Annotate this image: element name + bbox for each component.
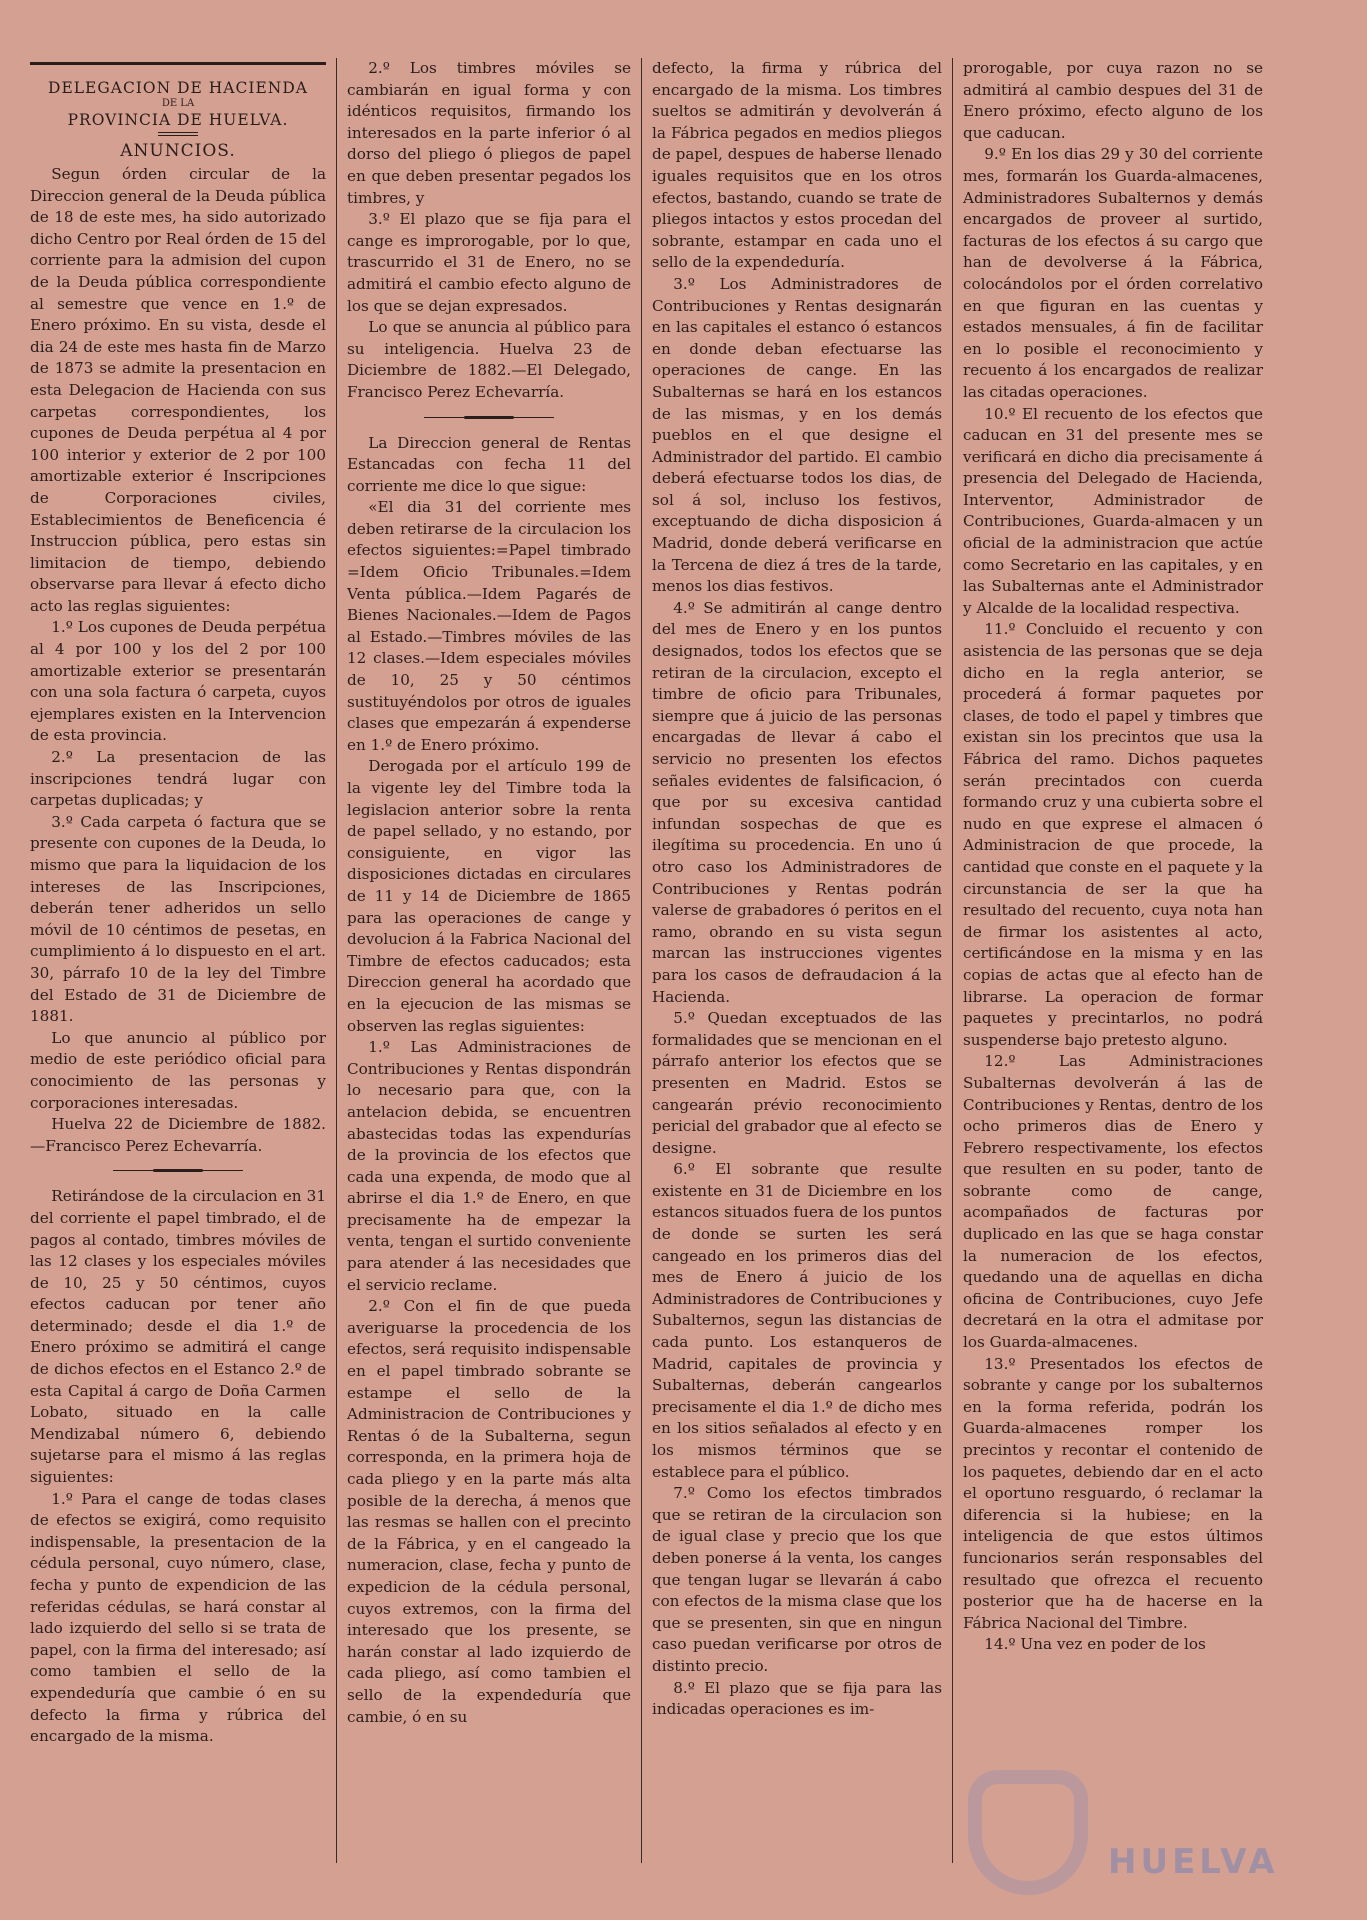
paragraph: 14.º Una vez en poder de los [984, 1635, 1206, 1654]
paragraph: 11.º Concluido el recuento y con asistencia de las personas que se deja dicho en la regla anterior, se procederá á formar paquetes por clases, de todo el papel y timbres que existan sin los precintos que usa la Fábrica del ramo. Dichos paquetes serán precintados con cuerda formando cruz y una cubierta sobre el nudo en que exprese el almacen ó Administracion de que procede, la cantidad que conste en el paquete y la circunstancia de ser la que ha resultado del recuento, cuya nota han de firmar los asistentes al acto, certificándose en la misma y en las copias de actas que al efecto han de librarse. La operacion de formar paquetes y precintarlos, no podrá suspenderse bajo pretesto alguno. [963, 620, 1263, 1049]
paragraph: 1.º Para el cange de todas clases de efectos se exigirá, como requisito indispensable, la presentacion de la cédula personal, cuyo número, clase, fecha y punto de expendicion de las referidas cédulas, se hará constar al lado izquierdo del sello si se trata de papel, con la firma del interesado; así como tambien el sello de la expendeduría que cambie ó en su defecto la firma y rúbrica del encargado de la misma. [30, 1489, 326, 1746]
section-heading: DELEGACION DE HACIENDA [48, 79, 308, 97]
archive-watermark-text: HUELVA [1108, 1842, 1279, 1882]
section-heading-connector: DE LA [161, 98, 195, 109]
announcements-heading: ANUNCIOS. [120, 141, 236, 161]
paragraph: 10.º El recuento de los efectos que caducan en 31 del presente mes se verificará en dicho dia precisamente á presencia del Delegado de Hacienda, Interventor, Administrador de Contribuciones, Guarda-almacen y un oficial de la administracion que actúe como Secretario en las capitales, y en las Subalternas ante el Administrador y Alcalde de la localidad respectiva. [963, 404, 1263, 617]
paragraph: 3.º El plazo que se fija para el cange es improrogable, por lo que, trascurrido el 31 de Enero, no se admitirá el cambio efecto alguno de los que se dejan expresados. [347, 210, 631, 315]
paragraph: Lo que se anuncia al público para su inteligencia. Huelva 23 de Diciembre de 1882.—El Delegado, Francisco Perez Echevarría. [347, 318, 631, 401]
ornamental-separator [424, 416, 554, 419]
paragraph: 3.º Los Administradores de Contribuciones y Rentas designarán en las capitales el estanco ó estancos en donde deban efectuarse las operaciones de cange. En las Subalternas se hará en los estancos de las mismas, y en los demás pueblos en el que designe el Administrador del partido. El cambio deberá efectuarse todos los dias, de sol á sol, incluso los festivos, exceptuando de dicha disposicion á Madrid, donde deberá verificarse en la Tercena de diez á tres de la tarde, menos los dias festivos. [652, 274, 942, 596]
ornamental-separator [113, 1169, 243, 1172]
column-2 [337, 58, 641, 1858]
column-4 [953, 58, 1273, 1858]
paragraph: 9.º En los dias 29 y 30 del corriente mes, formarán los Guarda-almacenes, Administradores Subalternos y demás encargados de proveer al surtido, facturas de los efectos á su cargo que han de devolverse á la Fábrica, colocándolos por el órden correlativo en que figuran en las cuentas y estados mensuales, á fin de facilitar en lo posible el reconocimiento y recuento á los encargados de realizar las citadas operaciones. [963, 145, 1263, 401]
double-rule-divider [158, 132, 198, 136]
paragraph: 8.º El plazo que se fija para las indicadas operaciones es im- [652, 1678, 942, 1719]
paragraph: 2.º Con el fin de que pueda averiguarse la procedencia de los efectos, será requisito indispensable en el papel timbrado sobrante se estampe el sello de la Administracion de Contribuciones y Rentas ó de la Subalterna, segun corresponda, en la primera hoja de cada pliego y en la parte más alta posible de la derecha, á menos que las resmas se hallen con el precinto de la Fábrica, y en el cangeado la numeracion, clase, fecha y punto de expedicion de la cédula personal, cuyos extremos, con la firma del interesado que los presente, se harán constar al lado izquierdo de cada pliego, así como tambien el sello de la expendeduría que cambie, ó en su [347, 1297, 631, 1726]
section-subheading: PROVINCIA DE HUELVA. [67, 111, 289, 129]
paragraph: 7.º Como los efectos timbrados que se retiran de la circulacion son de igual clase y precio que los que deben ponerse á la venta, los canges que tengan lugar se llevarán á cabo con efectos de la misma clase que los que se presenten, sin que en ningun caso puedan verificarse por otros de distinto precio. [652, 1484, 942, 1675]
signature-paragraph: Huelva 22 de Diciembre de 1882. —Francisco Perez Echevarría. [30, 1115, 326, 1155]
paragraph: 12.º Las Administraciones Subalternas devolverán á las de Contribuciones y Rentas, dentro de los ocho primeros dias de Enero y Febrero respectivamente, los efectos que resulten en su poder, tanto de sobrante como de cange, acompañados de facturas por duplicado en las que se haga constar la numeracion de los efectos, quedando una de aquellas en dicha oficina de Contribuciones, cuyo Jefe decretará en la otra el admitase por los Guarda-almacenes. [963, 1052, 1263, 1352]
paragraph: 13.º Presentados los efectos de sobrante y cange por los subalternos en la forma referida, podrán los Guarda-almacenes romper los precintos y recontar el contenido de los paquetes, debiendo dar en el acto el oportuno resguardo, ó reclamar la diferencia si la hubiese; en la inteligencia de que estos últimos funcionarios serán responsables del resultado que ofrezca el recuento posterior que ha de hacerse en la Fábrica Nacional del Timbre. [963, 1354, 1263, 1632]
column-3 [642, 58, 952, 1858]
paragraph: defecto, la firma y rúbrica del encargado de la misma. Los timbres sueltos se admitirán y devolverán á la Fábrica pegados en medios pliegos de papel, despues de haberse llenado iguales requisitos que en los otros efectos, bastando, cuando se trate de pliegos intactos y estos procedan del sobrante, estampar en cada uno el sello de la expendeduría. [652, 59, 942, 272]
paragraph: Derogada por el artículo 199 de la vigente ley del Timbre toda la legislacion anterior sobre la renta de papel sellado, y no estando, por consiguiente, en vigor las disposiciones dictadas en circulares de 11 y 14 de Diciembre de 1865 para las operaciones de cange y devolucion á la Fabrica Nacional del Timbre de efectos caducados; esta Direccion general ha acordado que en la ejecucion de las mismas se observen las reglas siguientes: [347, 757, 631, 1035]
newspaper-page [20, 58, 1292, 1858]
paragraph: prorogable, por cuya razon no se admitirá al cambio despues del 31 de Enero próximo, efecto alguno de los que caducan. [963, 59, 1263, 142]
paragraph: 5.º Quedan exceptuados de las formalidades que se mencionan en el párrafo anterior los efectos que se presenten en Madrid. Estos se cangearán prévio reconocimiento pericial del grabador que al efecto se designe. [652, 1009, 942, 1157]
paragraph: Retirándose de la circulacion en 31 del corriente el papel timbrado, el de pagos al contado, timbres móviles de las 12 clases y los especiales móviles de 10, 25 y 50 céntimos, cuyos efectos caducan por tener año determinado; desde el dia 1.º de Enero próximo se admitirá el cange de dichos efectos en el Estanco 2.º de esta Capital á cargo de Doña Carmen Lobato, situado en la calle Mendizabal número 6, debiendo sujetarse para el mismo á las reglas siguientes: [30, 1187, 326, 1487]
paragraph: 2.º Los timbres móviles se cambiarán en igual forma y con idénticos requisitos, firmando los interesados en la parte inferior ó al dorso del pliego ó pliegos de papel en que deben presentar pegados los timbres, y [347, 59, 631, 207]
paragraph: Lo que anuncio al público por medio de este periódico oficial para conocimiento de las personas y corporaciones interesadas. [30, 1028, 326, 1112]
top-rule [30, 62, 326, 68]
paragraph: 1.º Los cupones de Deuda perpétua al 4 por 100 y los del 2 por 100 amortizable exterior se presentarán con una sola factura ó carpeta, cuyos ejemplares existen en la Intervencion de esta provincia. [30, 618, 326, 745]
column-1 [20, 58, 336, 1858]
archive-watermark-icon [968, 1770, 1088, 1895]
paragraph: 1.º Las Administraciones de Contribuciones y Rentas dispondrán lo necesario para que, con la antelacion debida, se encuentren abastecidas todas las expendurías de la provincia de los efectos que cada una expenda, de modo que al abrirse el dia 1.º de Enero, en que precisamente ha de empezar la venta, tengan el surtido conveniente para atender á las necesidades que el servicio reclame. [347, 1038, 631, 1294]
paragraph: «El dia 31 del corriente mes deben retirarse de la circulacion los efectos siguientes:=Papel timbrado =Idem Oficio Tribunales.=Idem Venta pública.—Idem Pagarés de Bienes Nacionales.—Idem de Pagos al Estado.—Timbres móviles de las 12 clases.—Idem especiales móviles de 10, 25 y 50 céntimos sustituyéndolos por otros de iguales clases que empezarán á expenderse en 1.º de Enero próximo. [347, 498, 631, 754]
paragraph: La Direccion general de Rentas Estancadas con fecha 11 del corriente me dice lo que sigue: [347, 433, 631, 495]
paragraph: 2.º La presentacion de las inscripciones tendrá lugar con carpetas duplicadas; y [30, 748, 326, 810]
paragraph: 3.º Cada carpeta ó factura que se presente con cupones de la Deuda, lo mismo que para la liquidacion de los intereses de las Inscripciones, deberán tener adheridos un sello móvil de 10 céntimos de pesetas, en cumplimiento á lo dispuesto en el art. 30, párrafo 10 de la ley del Timbre del Estado de 31 de Diciembre de 1881. [30, 812, 326, 1026]
paragraph: 4.º Se admitirán al cange dentro del mes de Enero y en los puntos designados, todos los efectos que se retiran de la circulacion, excepto el timbre de oficio para Tribunales, siempre que á juicio de las personas encargadas de llevar á cabo el servicio no presenten los efectos señales evidentes de falsificacion, ó que por su excesiva cantidad infundan sospechas de que es ilegítima su procedencia. En uno ú otro caso los Administradores de Contribuciones y Rentas podrán valerse de grabadores ó peritos en el ramo, obrando en su vista segun marcan las instrucciones vigentes para los casos de defraudacion á la Hacienda. [652, 598, 942, 1006]
paragraph: Segun órden circular de la Direccion general de la Deuda pública de 18 de este mes, ha sido autorizado dicho Centro por Real órden de 15 del corriente para la admision del cupon de la Deuda pública correspondiente al semestre que vence en 1.º de Enero próximo. En su vista, desde el dia 24 de este mes hasta fin de Marzo de 1873 se admite la presentacion en esta Delegacion de Hacienda con sus carpetas correspondientes, los cupones de Deuda perpétua al 4 por 100 interior y exterior de 2 por 100 amortizable exterior é Inscripciones de Corporaciones civiles, Establecimientos de Beneficencia é Instruccion pública, pero estas sin limitacion de tiempo, debiendo observarse para llevar á efecto dicho acto las reglas siguientes: [30, 165, 326, 615]
paragraph: 6.º El sobrante que resulte existente en 31 de Diciembre en los estancos situados fuera de los puntos de donde se surten les será cangeado en los primeros dias del mes de Enero á juicio de los Administradores de Contribuciones y Subalternos, segun las distancias de cada punto. Los estanqueros de Madrid, capitales de provincia y Subalternas, deberán cangearlos precisamente el dia 1.º de dicho mes en los sitios señalados al efecto y en los mismos términos que se establece para el público. [652, 1160, 942, 1481]
